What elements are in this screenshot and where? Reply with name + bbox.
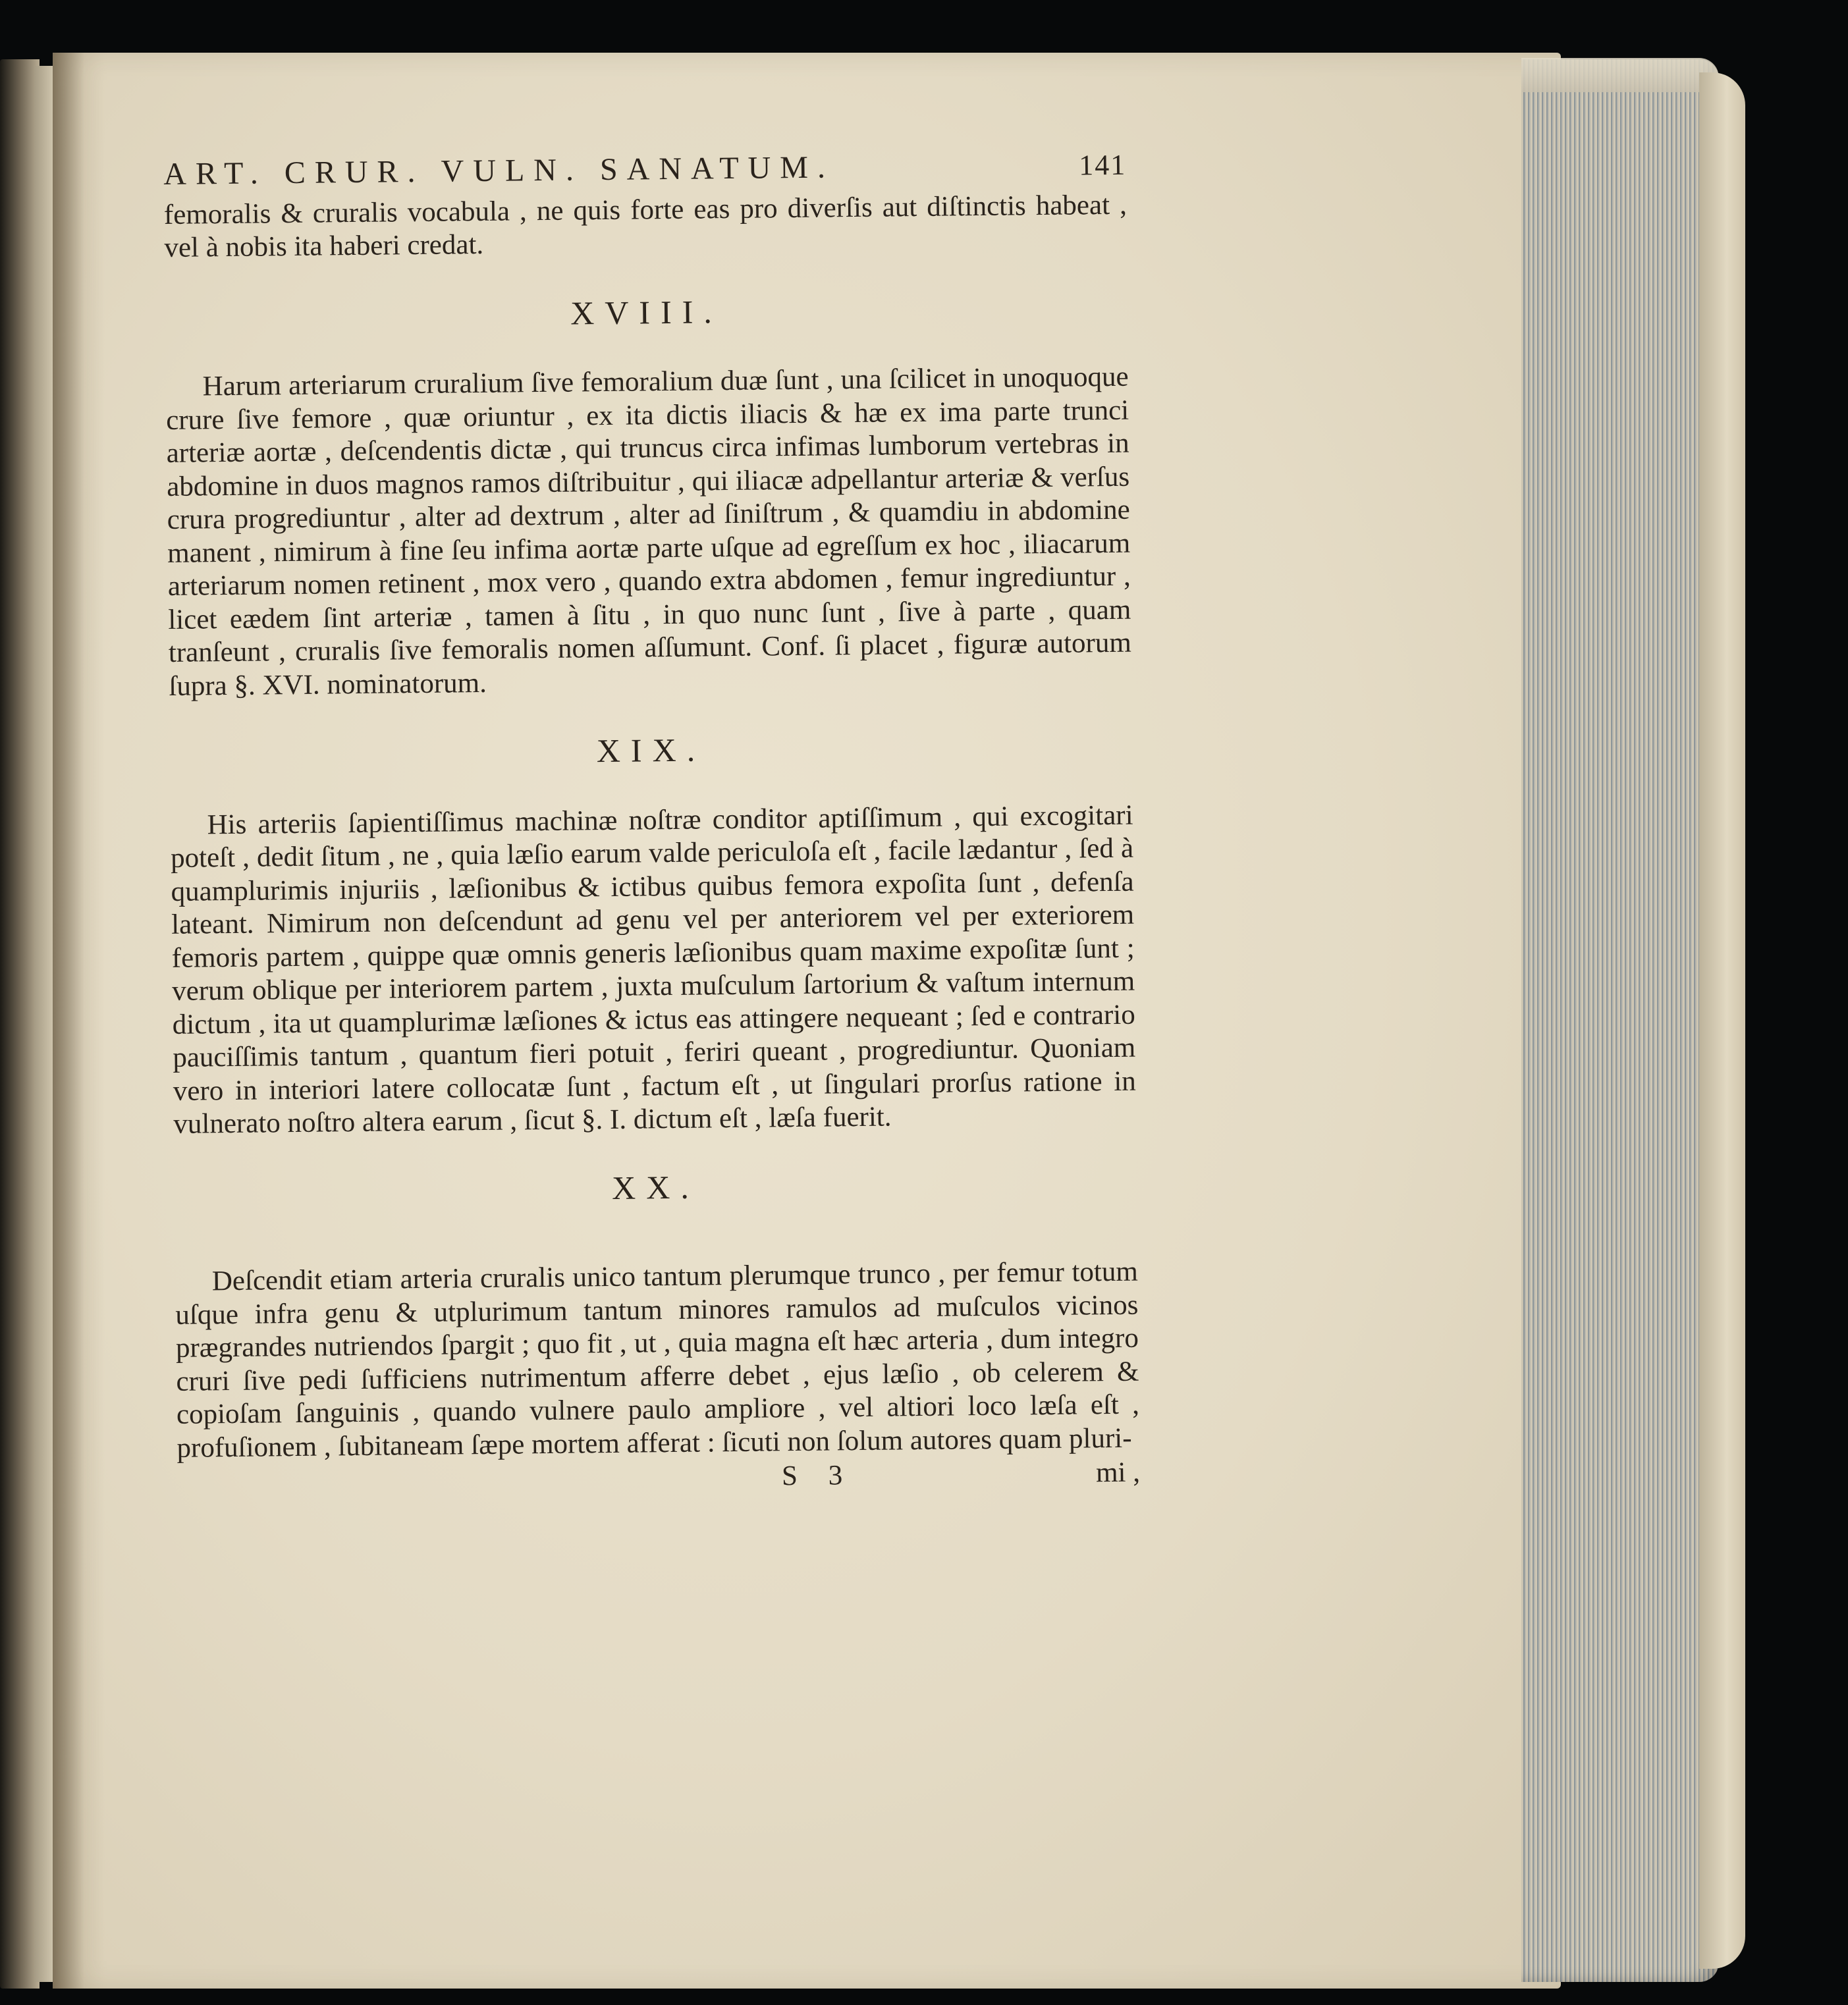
page-number: 141 <box>1078 148 1127 182</box>
paragraph-section-20: Deſcendit etiam arteria cruralis unico tantum plerumque trunco , per femur totum uſque infra genu & utplurimum tantum minores ramulos ad muſculos vicinos prægrandes nutriendos ſpargit ; quo fit , ut , quia magna eſt hæc arteria , dum integro cruri ſive pedi ſufficiens nutrimentum afferre debet , ejus læſio , ob celerem & copioſam ſanguinis , quando vulnere paulo ampliore , vel altiori loco læſa eſt , profuſionem , ſubitaneam ſæpe mortem afferat : ſicuti non ſolum autores quam pluri- <box>175 1256 1140 1464</box>
paragraph-section-18: Harum arteriarum cruralium ſive femoralium duæ ſunt , una ſcilicet in unoquoque crure ſive femore , quæ oriuntur , ex ita dictis iliacis & hæ ex ima parte trunci arteriæ aortæ , deſcendentis dictæ , qui truncus circa infimas lumborum vertebras in abdomine in duos magnos ramos diſtribuitur , qui iliacæ adpellantur arteriæ & verſus crura progrediuntur , alter ad dextrum , alter ad ſiniſtrum , & quamdiu in abdomine manent , nimirum à fine ſeu infima aortæ parte uſque ad egreſſum ex hoc , iliacarum arteriarum nomen retinent , mox vero , quando extra abdomen , femur ingrediuntur , licet eædem ſint arteriæ , tamen à ſitu , in quo nunc ſunt , ſive à parte , quam tranſeunt , cruralis ſive femoralis nomen aſſumunt. Conf. ſi placet , figuræ autorum ſupra §. XVI. nominatorum. <box>165 361 1132 702</box>
paragraph-section-19: His arteriis ſapientiſſimus machinæ noſtræ conditor aptiſſimum , qui excogitari poteſt , dedit ſitum , ne , quia læſio earum valde periculoſa eſt , facile lædantur , ſed à quamplurimis injuriis , læſionibus & ictibus quibus femora expoſita ſunt , defenſa lateant. Nimirum non deſcendunt ad genu vel per anteriorem vel per exteriorem femoris partem , quippe quæ omnis generis læſionibus quam maxime expoſitæ ſunt ; verum oblique per interiorem partem , juxta muſculum ſartorium & vaſtum internum dictum , ita ut quamplurimæ læſiones & ictus eas attingere nequeant ; ſed e contrario pauciſſimis tantum , quantum fieri potuit , feriri queant , progrediuntur. Quoniam vero in interiori latere collocatæ ſunt , factum eſt , ut ſingulari prorſus ratione in vulnerato noſtro altera earum , ſicut §. I. dictum eſt , læſa fuerit. <box>170 799 1137 1140</box>
page-edges-stack <box>1521 59 1719 1982</box>
running-title: ART. CRUR. VULN. SANATUM. <box>163 149 835 192</box>
section-heading-18: XVIII. <box>570 292 723 332</box>
left-cover <box>0 59 40 1989</box>
section-heading-19: XIX. <box>596 731 706 770</box>
right-cover <box>1699 72 1745 1969</box>
catchword: mi , <box>1095 1457 1141 1489</box>
running-head <box>163 148 1126 192</box>
text-block <box>163 148 1140 1500</box>
paragraph-continuation: femoralis & cruralis vocabula , ne quis forte eas pro diverſis aut diſtinctis habeat , vel à nobis ita haberi credat. <box>163 189 1128 263</box>
page-edges-top <box>1521 58 1719 92</box>
section-heading-20: XX. <box>611 1168 700 1206</box>
page-gutter-shadow <box>53 53 105 1989</box>
signature-mark: S 3 <box>781 1460 855 1492</box>
